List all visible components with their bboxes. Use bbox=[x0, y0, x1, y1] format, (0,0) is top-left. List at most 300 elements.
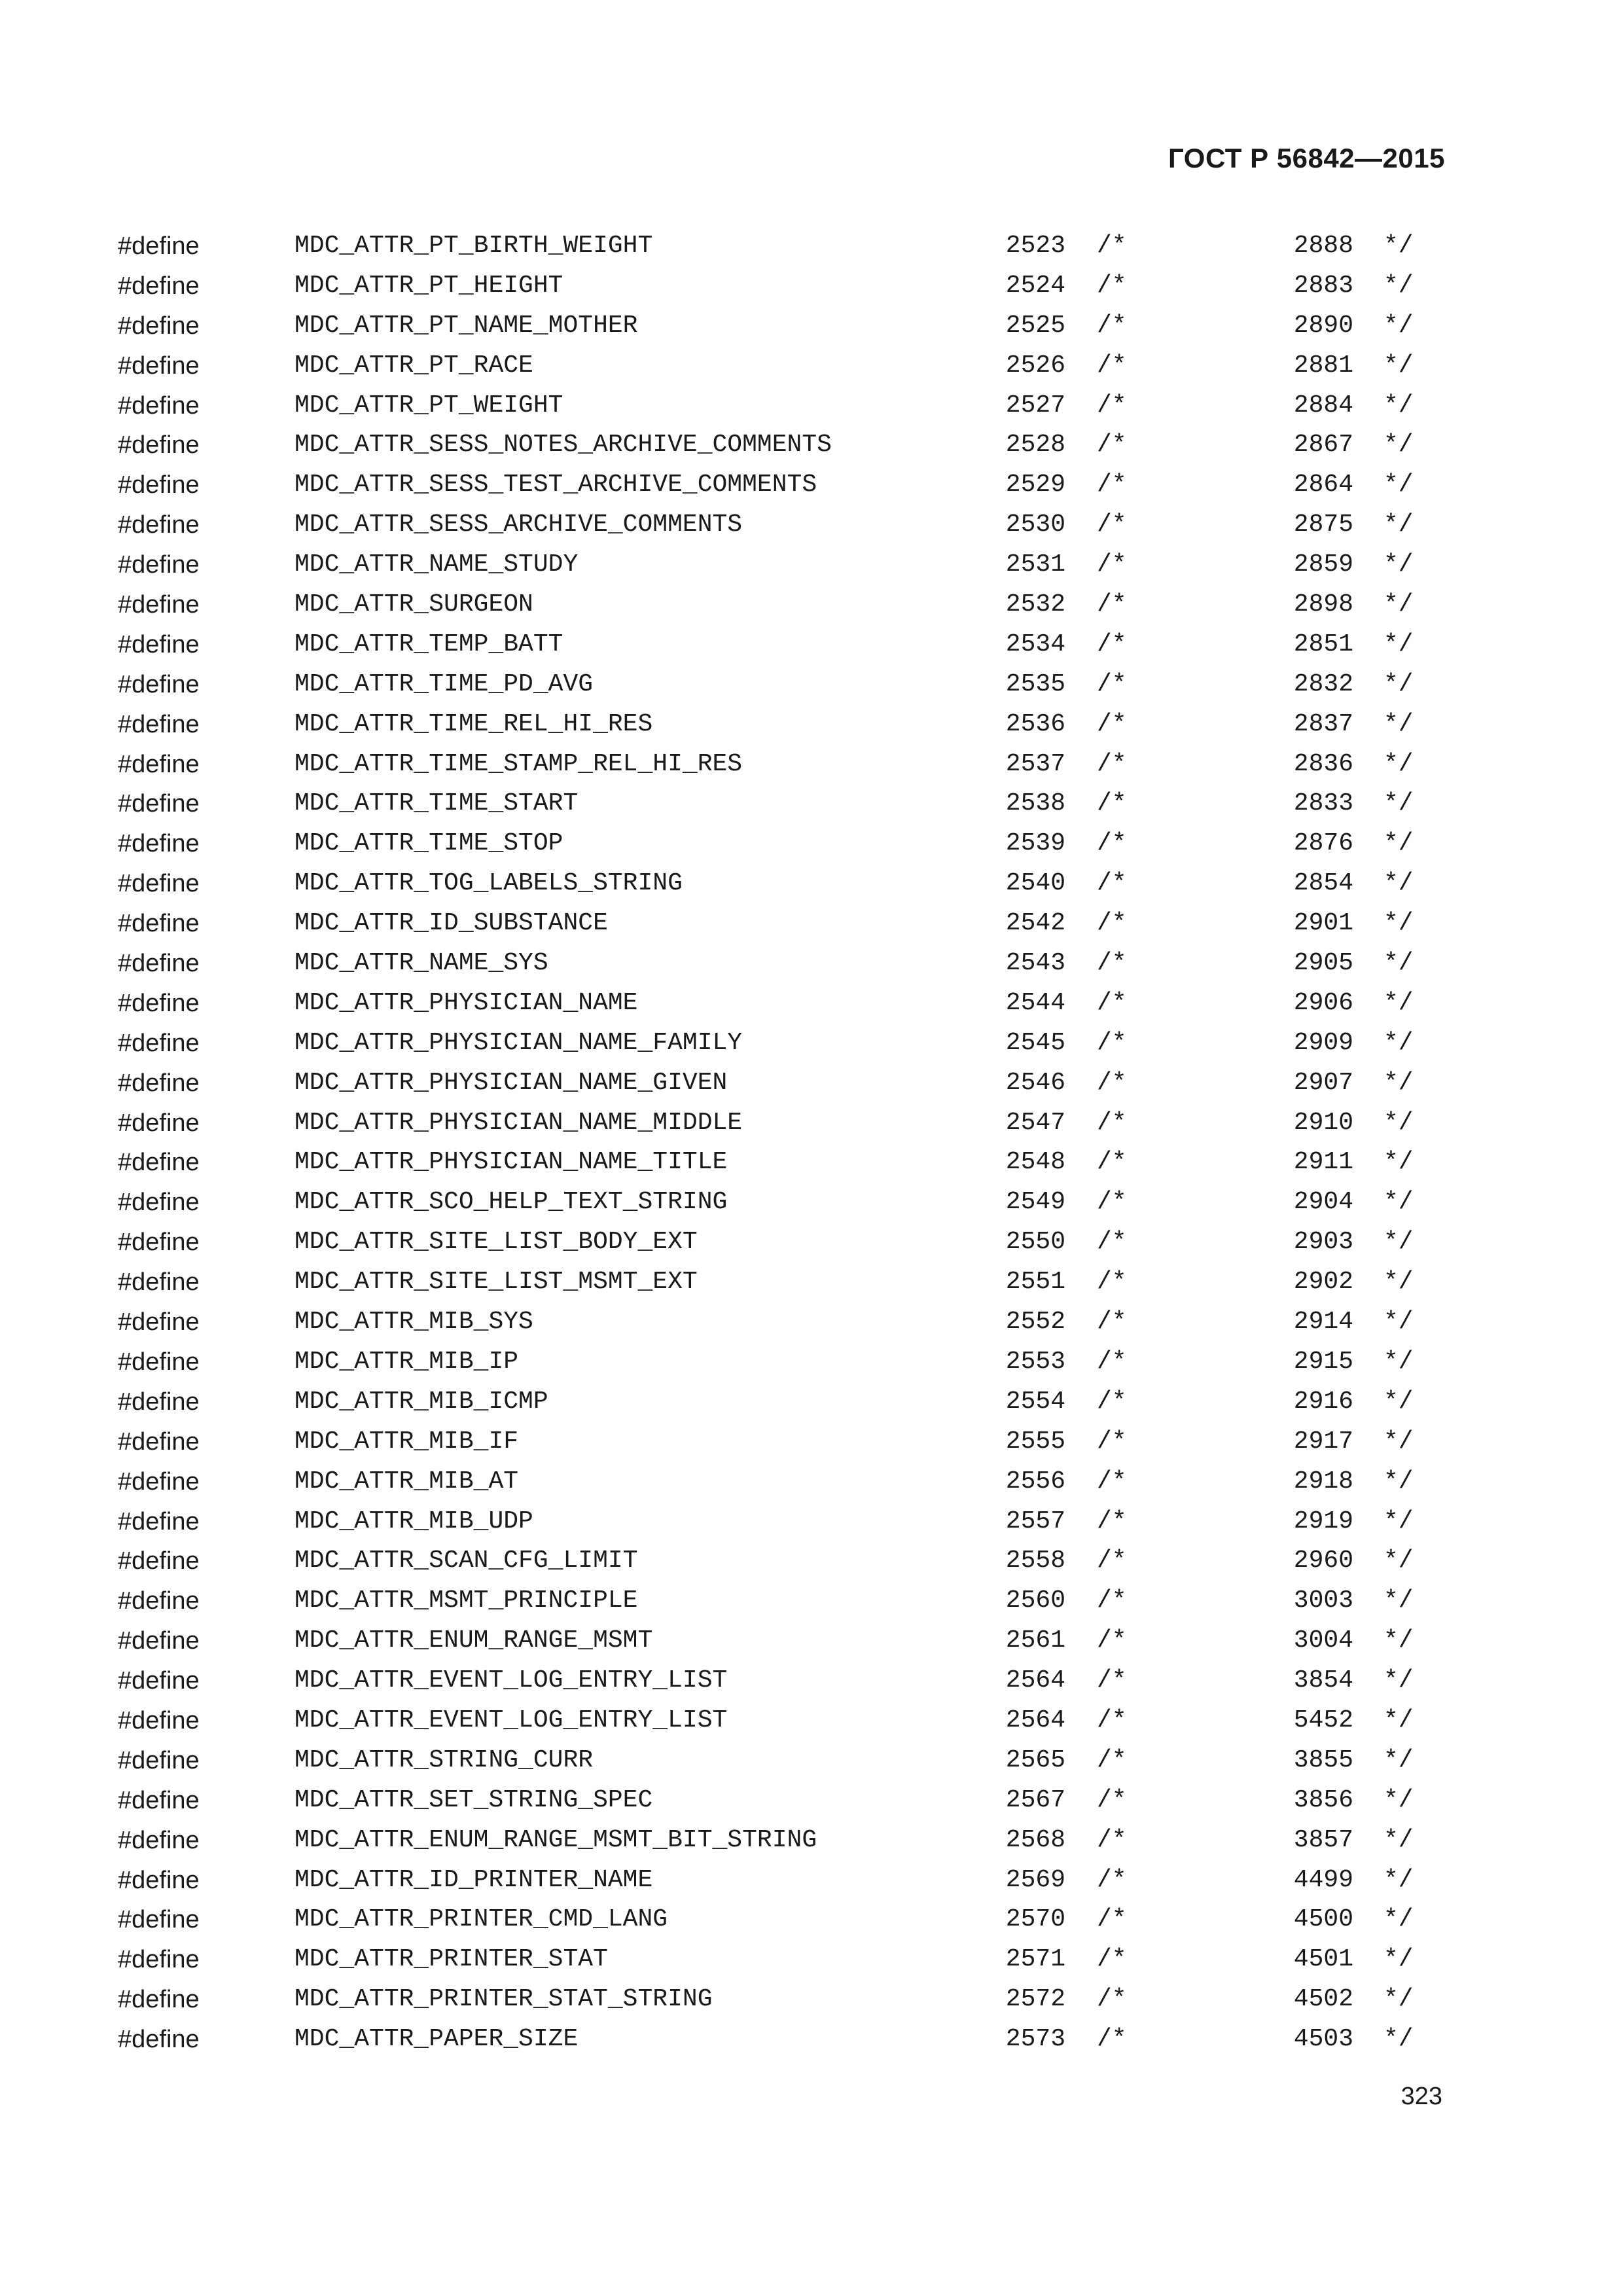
define-row bbox=[0, 1462, 1623, 1502]
constant-value: 2532 bbox=[1005, 590, 1065, 619]
comment-close: */ bbox=[1383, 1028, 1414, 1057]
define-keyword: #define bbox=[118, 1308, 200, 1336]
define-row bbox=[0, 585, 1623, 625]
comment-open: /* bbox=[1097, 1785, 1127, 1814]
define-keyword: #define bbox=[118, 790, 200, 818]
define-keyword: #define bbox=[118, 1427, 200, 1456]
comment-open: /* bbox=[1097, 1268, 1127, 1297]
define-keyword: #define bbox=[118, 431, 200, 459]
reference-number: 2904 bbox=[1293, 1188, 1353, 1217]
constant-value: 2569 bbox=[1005, 1865, 1065, 1894]
comment-open: /* bbox=[1097, 909, 1127, 938]
define-row bbox=[0, 1342, 1623, 1382]
define-keyword: #define bbox=[118, 1906, 200, 1934]
constant-value: 2570 bbox=[1005, 1905, 1065, 1934]
define-row bbox=[0, 1223, 1623, 1263]
define-row bbox=[0, 824, 1623, 864]
constant-value: 2564 bbox=[1005, 1706, 1065, 1734]
define-row bbox=[0, 1741, 1623, 1781]
comment-open: /* bbox=[1097, 1467, 1127, 1496]
constant-name: MDC_ATTR_PRINTER_STAT_STRING bbox=[294, 1985, 713, 2014]
comment-open: /* bbox=[1097, 1985, 1127, 2014]
constant-value: 2529 bbox=[1005, 471, 1065, 499]
comment-open: /* bbox=[1097, 2025, 1127, 2054]
constant-value: 2567 bbox=[1005, 1785, 1065, 1814]
define-row bbox=[0, 386, 1623, 426]
comment-open: /* bbox=[1097, 1945, 1127, 1974]
reference-number: 2918 bbox=[1293, 1467, 1353, 1496]
constant-name: MDC_ATTR_MIB_ICMP bbox=[294, 1387, 548, 1416]
comment-close: */ bbox=[1383, 550, 1414, 579]
constant-value: 2548 bbox=[1005, 1148, 1065, 1177]
constant-name: MDC_ATTR_PHYSICIAN_NAME bbox=[294, 988, 638, 1017]
constant-name: MDC_ATTR_ENUM_RANGE_MSMT bbox=[294, 1626, 653, 1655]
define-row bbox=[0, 1980, 1623, 2020]
constant-name: MDC_ATTR_SESS_NOTES_ARCHIVE_COMMENTS bbox=[294, 431, 832, 459]
define-keyword: #define bbox=[118, 1149, 200, 1177]
reference-number: 2884 bbox=[1293, 391, 1353, 420]
constant-name: MDC_ATTR_TEMP_BATT bbox=[294, 630, 563, 658]
comment-close: */ bbox=[1383, 1228, 1414, 1257]
constant-value: 2535 bbox=[1005, 670, 1065, 698]
constant-name: MDC_ATTR_PRINTER_CMD_LANG bbox=[294, 1905, 668, 1934]
define-row bbox=[0, 1581, 1623, 1621]
comment-open: /* bbox=[1097, 949, 1127, 978]
constant-name: MDC_ATTR_SITE_LIST_BODY_EXT bbox=[294, 1228, 698, 1257]
constant-name: MDC_ATTR_PT_NAME_MOTHER bbox=[294, 311, 638, 340]
define-keyword: #define bbox=[118, 1467, 200, 1496]
comment-close: */ bbox=[1383, 829, 1414, 858]
page-number: 323 bbox=[1400, 2083, 1442, 2110]
define-row bbox=[0, 1103, 1623, 1143]
comment-close: */ bbox=[1383, 391, 1414, 420]
constant-value: 2542 bbox=[1005, 909, 1065, 938]
comment-close: */ bbox=[1383, 2025, 1414, 2054]
comment-open: /* bbox=[1097, 1587, 1127, 1615]
comment-open: /* bbox=[1097, 590, 1127, 619]
constant-name: MDC_ATTR_TIME_REL_HI_RES bbox=[294, 709, 653, 738]
constant-name: MDC_ATTR_STRING_CURR bbox=[294, 1746, 594, 1774]
define-keyword: #define bbox=[118, 710, 200, 738]
comment-close: */ bbox=[1383, 1626, 1414, 1655]
define-keyword: #define bbox=[118, 232, 200, 260]
reference-number: 2902 bbox=[1293, 1268, 1353, 1297]
define-row bbox=[0, 1183, 1623, 1223]
comment-close: */ bbox=[1383, 789, 1414, 818]
define-keyword: #define bbox=[118, 1706, 200, 1734]
reference-number: 3003 bbox=[1293, 1587, 1353, 1615]
define-keyword: #define bbox=[118, 830, 200, 858]
constant-value: 2525 bbox=[1005, 311, 1065, 340]
define-keyword: #define bbox=[118, 511, 200, 539]
reference-number: 3856 bbox=[1293, 1785, 1353, 1814]
reference-number: 2916 bbox=[1293, 1387, 1353, 1416]
define-keyword: #define bbox=[118, 1866, 200, 1894]
define-keyword: #define bbox=[118, 630, 200, 658]
constant-name: MDC_ATTR_PHYSICIAN_NAME_FAMILY bbox=[294, 1028, 743, 1057]
define-keyword: #define bbox=[118, 1109, 200, 1137]
define-row bbox=[0, 1302, 1623, 1342]
define-row bbox=[0, 1940, 1623, 1980]
reference-number: 3854 bbox=[1293, 1666, 1353, 1695]
comment-open: /* bbox=[1097, 1108, 1127, 1137]
define-keyword: #define bbox=[118, 312, 200, 340]
define-keyword: #define bbox=[118, 1268, 200, 1297]
constant-value: 2540 bbox=[1005, 869, 1065, 898]
constant-name: MDC_ATTR_EVENT_LOG_ENTRY_LIST bbox=[294, 1666, 728, 1695]
reference-number: 4499 bbox=[1293, 1865, 1353, 1894]
comment-close: */ bbox=[1383, 1507, 1414, 1535]
define-row bbox=[0, 1263, 1623, 1302]
define-row bbox=[0, 1661, 1623, 1701]
constant-value: 2539 bbox=[1005, 829, 1065, 858]
reference-number: 2888 bbox=[1293, 232, 1353, 260]
constant-name: MDC_ATTR_TIME_START bbox=[294, 789, 579, 818]
constant-name: MDC_ATTR_PT_RACE bbox=[294, 351, 533, 380]
constant-value: 2555 bbox=[1005, 1427, 1065, 1456]
reference-number: 2919 bbox=[1293, 1507, 1353, 1535]
define-row bbox=[0, 1024, 1623, 1064]
reference-number: 2876 bbox=[1293, 829, 1353, 858]
reference-number: 2909 bbox=[1293, 1028, 1353, 1057]
reference-number: 4501 bbox=[1293, 1945, 1353, 1974]
comment-open: /* bbox=[1097, 1068, 1127, 1097]
comment-open: /* bbox=[1097, 709, 1127, 738]
constant-name: MDC_ATTR_PT_BIRTH_WEIGHT bbox=[294, 232, 653, 260]
constant-value: 2523 bbox=[1005, 232, 1065, 260]
reference-number: 2890 bbox=[1293, 311, 1353, 340]
define-row bbox=[0, 505, 1623, 545]
comment-close: */ bbox=[1383, 1666, 1414, 1695]
define-keyword: #define bbox=[118, 950, 200, 978]
define-row bbox=[0, 784, 1623, 824]
comment-open: /* bbox=[1097, 1347, 1127, 1376]
reference-number: 2898 bbox=[1293, 590, 1353, 619]
constant-name: MDC_ATTR_ENUM_RANGE_MSMT_BIT_STRING bbox=[294, 1825, 817, 1854]
reference-number: 2905 bbox=[1293, 949, 1353, 978]
comment-open: /* bbox=[1097, 749, 1127, 778]
reference-number: 4502 bbox=[1293, 1985, 1353, 2014]
reference-number: 4503 bbox=[1293, 2025, 1353, 2054]
constant-name: MDC_ATTR_NAME_STUDY bbox=[294, 550, 579, 579]
reference-number: 2864 bbox=[1293, 471, 1353, 499]
comment-open: /* bbox=[1097, 630, 1127, 658]
comment-close: */ bbox=[1383, 1188, 1414, 1217]
constant-name: MDC_ATTR_TOG_LABELS_STRING bbox=[294, 869, 683, 898]
comment-open: /* bbox=[1097, 1626, 1127, 1655]
define-keyword: #define bbox=[118, 1627, 200, 1655]
reference-number: 2903 bbox=[1293, 1228, 1353, 1257]
constant-value: 2524 bbox=[1005, 271, 1065, 300]
comment-open: /* bbox=[1097, 1865, 1127, 1894]
comment-open: /* bbox=[1097, 550, 1127, 579]
define-row bbox=[0, 1382, 1623, 1422]
define-row bbox=[0, 944, 1623, 984]
constant-name: MDC_ATTR_PHYSICIAN_NAME_MIDDLE bbox=[294, 1108, 743, 1137]
define-row bbox=[0, 346, 1623, 386]
comment-open: /* bbox=[1097, 271, 1127, 300]
comment-close: */ bbox=[1383, 1746, 1414, 1774]
constant-value: 2543 bbox=[1005, 949, 1065, 978]
constant-value: 2531 bbox=[1005, 550, 1065, 579]
comment-close: */ bbox=[1383, 1108, 1414, 1137]
define-row bbox=[0, 1502, 1623, 1542]
define-keyword: #define bbox=[118, 1388, 200, 1416]
constant-value: 2550 bbox=[1005, 1228, 1065, 1257]
define-row bbox=[0, 705, 1623, 745]
constant-value: 2537 bbox=[1005, 749, 1065, 778]
comment-close: */ bbox=[1383, 1427, 1414, 1456]
constant-value: 2545 bbox=[1005, 1028, 1065, 1057]
define-keyword: #define bbox=[118, 1667, 200, 1695]
comment-open: /* bbox=[1097, 1905, 1127, 1934]
define-keyword: #define bbox=[118, 1229, 200, 1257]
comment-open: /* bbox=[1097, 1507, 1127, 1535]
constant-name: MDC_ATTR_SESS_TEST_ARCHIVE_COMMENTS bbox=[294, 471, 817, 499]
reference-number: 2901 bbox=[1293, 909, 1353, 938]
reference-number: 3004 bbox=[1293, 1626, 1353, 1655]
define-row bbox=[0, 1541, 1623, 1581]
define-keyword: #define bbox=[118, 551, 200, 579]
constant-name: MDC_ATTR_SITE_LIST_MSMT_EXT bbox=[294, 1268, 698, 1297]
constant-name: MDC_ATTR_MIB_AT bbox=[294, 1467, 519, 1496]
constant-value: 2565 bbox=[1005, 1746, 1065, 1774]
define-keyword: #define bbox=[118, 1189, 200, 1217]
comment-close: */ bbox=[1383, 232, 1414, 260]
comment-open: /* bbox=[1097, 471, 1127, 499]
define-keyword: #define bbox=[118, 1587, 200, 1615]
constant-name: MDC_ATTR_TIME_PD_AVG bbox=[294, 670, 594, 698]
define-keyword: #define bbox=[118, 989, 200, 1017]
comment-close: */ bbox=[1383, 1945, 1414, 1974]
comment-open: /* bbox=[1097, 1387, 1127, 1416]
constant-name: MDC_ATTR_PRINTER_STAT bbox=[294, 1945, 608, 1974]
define-row bbox=[0, 226, 1623, 266]
comment-close: */ bbox=[1383, 909, 1414, 938]
comment-close: */ bbox=[1383, 670, 1414, 698]
define-keyword: #define bbox=[118, 1547, 200, 1575]
comment-open: /* bbox=[1097, 311, 1127, 340]
define-row bbox=[0, 1861, 1623, 1901]
comment-close: */ bbox=[1383, 431, 1414, 459]
constant-name: MDC_ATTR_ID_PRINTER_NAME bbox=[294, 1865, 653, 1894]
constant-value: 2551 bbox=[1005, 1268, 1065, 1297]
reference-number: 2854 bbox=[1293, 869, 1353, 898]
reference-number: 2917 bbox=[1293, 1427, 1353, 1456]
define-row bbox=[0, 1701, 1623, 1741]
define-keyword: #define bbox=[118, 870, 200, 898]
constant-value: 2544 bbox=[1005, 988, 1065, 1017]
constant-name: MDC_ATTR_SCAN_CFG_LIMIT bbox=[294, 1547, 638, 1575]
reference-number: 2910 bbox=[1293, 1108, 1353, 1137]
comment-close: */ bbox=[1383, 1905, 1414, 1934]
comment-close: */ bbox=[1383, 1706, 1414, 1734]
reference-number: 2911 bbox=[1293, 1148, 1353, 1177]
comment-open: /* bbox=[1097, 1706, 1127, 1734]
reference-number: 2851 bbox=[1293, 630, 1353, 658]
define-row bbox=[0, 1900, 1623, 1940]
define-row bbox=[0, 625, 1623, 665]
comment-open: /* bbox=[1097, 789, 1127, 818]
document-header-title: ГОСТ Р 56842—2015 bbox=[1168, 143, 1445, 173]
comment-open: /* bbox=[1097, 829, 1127, 858]
define-row bbox=[0, 864, 1623, 904]
define-keyword: #define bbox=[118, 670, 200, 698]
comment-open: /* bbox=[1097, 1666, 1127, 1695]
reference-number: 2883 bbox=[1293, 271, 1353, 300]
constant-value: 2572 bbox=[1005, 1985, 1065, 2014]
define-row bbox=[0, 2020, 1623, 2060]
reference-number: 4500 bbox=[1293, 1905, 1353, 1934]
constant-name: MDC_ATTR_SESS_ARCHIVE_COMMENTS bbox=[294, 511, 743, 539]
comment-open: /* bbox=[1097, 1308, 1127, 1336]
comment-close: */ bbox=[1383, 988, 1414, 1017]
comment-open: /* bbox=[1097, 391, 1127, 420]
constant-value: 2530 bbox=[1005, 511, 1065, 539]
comment-open: /* bbox=[1097, 1746, 1127, 1774]
comment-close: */ bbox=[1383, 1785, 1414, 1814]
define-keyword: #define bbox=[118, 910, 200, 938]
define-row bbox=[0, 306, 1623, 346]
comment-open: /* bbox=[1097, 1228, 1127, 1257]
define-keyword: #define bbox=[118, 750, 200, 778]
constant-name: MDC_ATTR_MIB_SYS bbox=[294, 1308, 533, 1336]
comment-close: */ bbox=[1383, 949, 1414, 978]
comment-close: */ bbox=[1383, 1347, 1414, 1376]
comment-close: */ bbox=[1383, 471, 1414, 499]
reference-number: 2832 bbox=[1293, 670, 1353, 698]
reference-number: 2915 bbox=[1293, 1347, 1353, 1376]
define-row bbox=[0, 1821, 1623, 1861]
define-row bbox=[0, 1422, 1623, 1462]
define-keyword: #define bbox=[118, 391, 200, 420]
comment-open: /* bbox=[1097, 511, 1127, 539]
define-keyword: #define bbox=[118, 471, 200, 499]
comment-close: */ bbox=[1383, 749, 1414, 778]
reference-number: 3855 bbox=[1293, 1746, 1353, 1774]
comment-close: */ bbox=[1383, 1587, 1414, 1615]
comment-close: */ bbox=[1383, 630, 1414, 658]
comment-close: */ bbox=[1383, 351, 1414, 380]
constant-name: MDC_ATTR_MIB_IP bbox=[294, 1347, 519, 1376]
comment-close: */ bbox=[1383, 590, 1414, 619]
define-row bbox=[0, 665, 1623, 705]
constant-value: 2568 bbox=[1005, 1825, 1065, 1854]
constant-value: 2527 bbox=[1005, 391, 1065, 420]
constant-value: 2557 bbox=[1005, 1507, 1065, 1535]
constant-value: 2556 bbox=[1005, 1467, 1065, 1496]
reference-number: 5452 bbox=[1293, 1706, 1353, 1734]
constant-name: MDC_ATTR_MIB_UDP bbox=[294, 1507, 533, 1535]
comment-close: */ bbox=[1383, 1148, 1414, 1177]
comment-open: /* bbox=[1097, 670, 1127, 698]
define-keyword: #define bbox=[118, 1029, 200, 1057]
define-keyword: #define bbox=[118, 1826, 200, 1854]
comment-close: */ bbox=[1383, 709, 1414, 738]
constant-name: MDC_ATTR_PT_HEIGHT bbox=[294, 271, 563, 300]
define-keyword: #define bbox=[118, 2026, 200, 2054]
comment-open: /* bbox=[1097, 1427, 1127, 1456]
define-row bbox=[0, 1064, 1623, 1103]
define-keyword: #define bbox=[118, 1069, 200, 1097]
define-row bbox=[0, 984, 1623, 1024]
define-keyword: #define bbox=[118, 1348, 200, 1376]
define-keyword: #define bbox=[118, 1786, 200, 1814]
define-row bbox=[0, 745, 1623, 785]
comment-close: */ bbox=[1383, 869, 1414, 898]
comment-close: */ bbox=[1383, 1268, 1414, 1297]
constant-value: 2554 bbox=[1005, 1387, 1065, 1416]
constant-name: MDC_ATTR_MIB_IF bbox=[294, 1427, 519, 1456]
define-row bbox=[0, 545, 1623, 585]
comment-open: /* bbox=[1097, 1547, 1127, 1575]
constant-name: MDC_ATTR_PT_WEIGHT bbox=[294, 391, 563, 420]
comment-open: /* bbox=[1097, 232, 1127, 260]
constant-name: MDC_ATTR_SCO_HELP_TEXT_STRING bbox=[294, 1188, 728, 1217]
constant-value: 2534 bbox=[1005, 630, 1065, 658]
constant-value: 2538 bbox=[1005, 789, 1065, 818]
reference-number: 2875 bbox=[1293, 511, 1353, 539]
comment-close: */ bbox=[1383, 271, 1414, 300]
comment-close: */ bbox=[1383, 1387, 1414, 1416]
comment-close: */ bbox=[1383, 1068, 1414, 1097]
define-keyword: #define bbox=[118, 1946, 200, 1974]
comment-open: /* bbox=[1097, 351, 1127, 380]
constant-name: MDC_ATTR_SET_STRING_SPEC bbox=[294, 1785, 653, 1814]
comment-close: */ bbox=[1383, 1467, 1414, 1496]
comment-close: */ bbox=[1383, 1308, 1414, 1336]
reference-number: 2914 bbox=[1293, 1308, 1353, 1336]
reference-number: 3857 bbox=[1293, 1825, 1353, 1854]
constant-value: 2573 bbox=[1005, 2025, 1065, 2054]
comment-close: */ bbox=[1383, 1985, 1414, 2014]
constant-name: MDC_ATTR_TIME_STOP bbox=[294, 829, 563, 858]
constant-value: 2560 bbox=[1005, 1587, 1065, 1615]
comment-close: */ bbox=[1383, 311, 1414, 340]
define-row bbox=[0, 465, 1623, 505]
constant-name: MDC_ATTR_MSMT_PRINCIPLE bbox=[294, 1587, 638, 1615]
constant-value: 2558 bbox=[1005, 1547, 1065, 1575]
reference-number: 2906 bbox=[1293, 988, 1353, 1017]
comment-open: /* bbox=[1097, 988, 1127, 1017]
reference-number: 2837 bbox=[1293, 709, 1353, 738]
comment-open: /* bbox=[1097, 431, 1127, 459]
define-row bbox=[0, 1143, 1623, 1183]
constant-name: MDC_ATTR_PHYSICIAN_NAME_GIVEN bbox=[294, 1068, 728, 1097]
constant-value: 2546 bbox=[1005, 1068, 1065, 1097]
reference-number: 2881 bbox=[1293, 351, 1353, 380]
constant-value: 2564 bbox=[1005, 1666, 1065, 1695]
constant-value: 2549 bbox=[1005, 1188, 1065, 1217]
define-row bbox=[0, 266, 1623, 306]
reference-number: 2960 bbox=[1293, 1547, 1353, 1575]
constant-name: MDC_ATTR_NAME_SYS bbox=[294, 949, 548, 978]
comment-close: */ bbox=[1383, 1865, 1414, 1894]
comment-open: /* bbox=[1097, 1188, 1127, 1217]
constant-value: 2526 bbox=[1005, 351, 1065, 380]
constant-name: MDC_ATTR_PHYSICIAN_NAME_TITLE bbox=[294, 1148, 728, 1177]
constant-value: 2536 bbox=[1005, 709, 1065, 738]
define-keyword: #define bbox=[118, 272, 200, 300]
constant-name: MDC_ATTR_TIME_STAMP_REL_HI_RES bbox=[294, 749, 743, 778]
constant-name: MDC_ATTR_ID_SUBSTANCE bbox=[294, 909, 608, 938]
reference-number: 2867 bbox=[1293, 431, 1353, 459]
constant-value: 2561 bbox=[1005, 1626, 1065, 1655]
comment-open: /* bbox=[1097, 1028, 1127, 1057]
define-keyword: #define bbox=[118, 1986, 200, 2014]
comment-close: */ bbox=[1383, 511, 1414, 539]
define-row bbox=[0, 1621, 1623, 1661]
